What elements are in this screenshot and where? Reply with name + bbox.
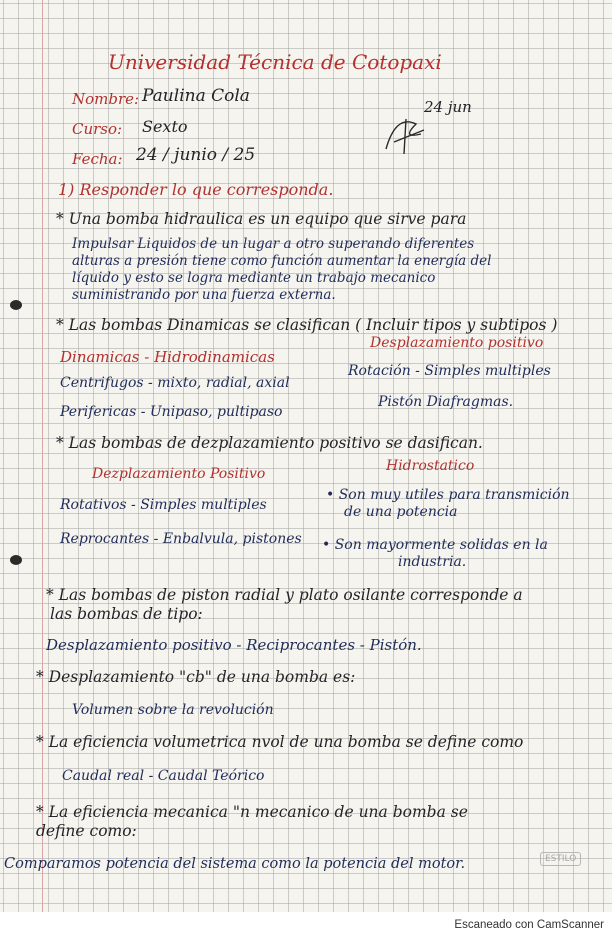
task-heading: 1) Responder lo que corresponda. xyxy=(58,180,334,199)
fecha-value: 24 / junio / 25 xyxy=(136,145,256,165)
binder-hole-mark xyxy=(10,555,22,565)
q3-right-title: Hidrostatico xyxy=(386,458,475,474)
margin-line xyxy=(42,0,43,912)
q3-right-bullet: • Son muy utiles para transmición xyxy=(326,487,570,503)
curso-label: Curso: xyxy=(72,120,123,138)
q7-question-cont: define como: xyxy=(36,822,137,840)
q2-right-item: Pistón Diafragmas. xyxy=(378,394,514,410)
nombre-value: Paulina Cola xyxy=(142,86,250,106)
q4-question-cont: las bombas de tipo: xyxy=(50,605,203,623)
q2-left-item: Perifericas - Unipaso, pultipaso xyxy=(60,404,283,420)
q2-left-title: Dinamicas - Hidrodinamicas xyxy=(60,348,275,366)
curso-value: Sexto xyxy=(142,117,188,136)
q5-answer: Volumen sobre la revolución xyxy=(72,702,274,718)
q2-right-item: Rotación - Simples multiples xyxy=(348,363,551,379)
nombre-label: Nombre: xyxy=(72,90,140,108)
q1-answer-line: Impulsar Liquidos de un lugar a otro superando diferentes xyxy=(72,236,475,252)
q7-question: * La eficiencia mecanica "n mecanico de una bomba se xyxy=(36,803,468,821)
camscanner-watermark: Escaneado con CamScanner xyxy=(454,919,604,931)
q3-bullet-text: Son mayormente solidas en la xyxy=(334,537,548,553)
q4-answer: Desplazamiento positivo - Reciprocantes - Pistón. xyxy=(46,636,422,654)
q3-left-item: Rotativos - Simples multiples xyxy=(60,497,267,513)
q3-left-item: Reprocantes - Enbalvula, pistones xyxy=(60,531,302,547)
q4-question: * Las bombas de piston radial y plato osilante corresponde a xyxy=(46,586,523,604)
q2-left-item: Centrifugos - mixto, radial, axial xyxy=(60,375,290,391)
q2-right-title: Desplazamiento positivo xyxy=(370,335,544,351)
date-check-note: 24 jun xyxy=(424,98,472,116)
q6-question: * La eficiencia volumetrica nvol de una bomba se define como xyxy=(36,733,524,751)
q1-question: * Una bomba hidraulica es un equipo que sirve para xyxy=(56,210,467,228)
fecha-label: Fecha: xyxy=(72,150,123,168)
notebook-brand-stamp: ESTILO xyxy=(540,852,581,866)
q3-left-title: Dezplazamiento Positivo xyxy=(92,466,266,482)
q5-question: * Desplazamiento "cb" de una bomba es: xyxy=(36,668,356,686)
university-title: Universidad Técnica de Cotopaxi xyxy=(108,50,442,74)
q6-answer: Caudal real - Caudal Teórico xyxy=(62,768,265,784)
q3-right-bullet-cont: de una potencia xyxy=(344,504,458,520)
q3-right-bullet-cont: industria. xyxy=(398,554,467,570)
q3-right-bullet: • Son mayormente solidas en la xyxy=(322,537,548,553)
q1-answer-line: alturas a presión tiene como función aumentar la energía del xyxy=(72,253,492,269)
binder-hole-mark xyxy=(10,300,22,310)
q7-answer: Comparamos potencia del sistema como la potencia del motor. xyxy=(4,856,466,872)
q3-question: * Las bombas de dezplazamiento positivo se dasifican. xyxy=(56,434,483,452)
q2-question: * Las bombas Dinamicas se clasifican ( Incluir tipos y subtipos ) xyxy=(56,316,558,334)
q1-answer-line: suministrando por una fuerza externa. xyxy=(72,287,336,303)
q1-answer-line: líquido y esto se logra mediante un trabajo mecanico xyxy=(72,270,436,286)
q3-bullet-text: Son muy utiles para transmición xyxy=(338,487,570,503)
